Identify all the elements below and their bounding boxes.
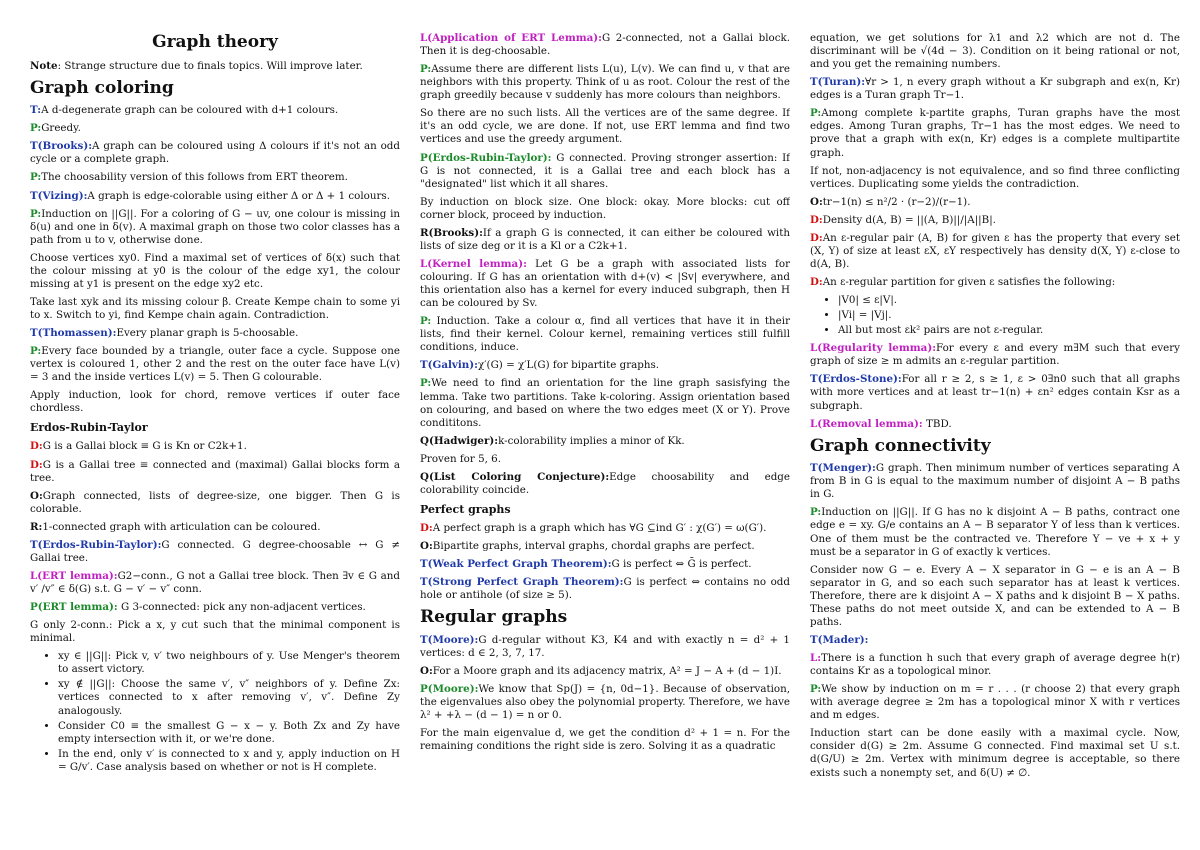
statement-text: We know that Sp(J) = {n, 0d−1}. Because of observation, the eigenvalues also obey the polynomial property. Therefore, we have λ² + +λ − (d − 1) = n or 0.: [420, 682, 790, 722]
section-heading-graph-coloring: Graph coloring: [30, 77, 174, 98]
statement-p: [30, 345, 400, 384]
statement-text: G d-regular without K3, K4 and with exactly n = d² + 1 vertices: d ∈ 2, 3, 7, 17.: [420, 633, 790, 659]
statement-label: D:: [420, 521, 433, 534]
column-3: [810, 32, 1180, 842]
section-heading-regular-graphs: Regular graphs: [420, 607, 568, 628]
statement-text: G connected. G degree-choosable ↔ G ≠ Gallai tree.: [30, 538, 400, 564]
statement-d: [420, 522, 790, 535]
statement-t-menger: [810, 462, 1180, 501]
statement-label: L(ERT lemma):: [30, 569, 118, 582]
subsection-heading-perfect-graphs: Perfect graphs: [420, 502, 511, 516]
statement-text: An ε-regular partition for given ε satisfies the following:: [822, 276, 1116, 288]
statement-t-brooks: [30, 140, 400, 166]
statement-d: [810, 214, 1180, 227]
statement-text: We show by induction on m = r . . . (r choose 2) that every graph with average degree ≥ 2m has a topological minor X with r vertices and m edges.: [810, 683, 1180, 722]
statement-q-hadwiger: [420, 435, 790, 448]
statement-text: Assume there are different lists L(u), L(v). We can find u, v that are neighbors with this property. Think of u as root. Colour the rest of the graph greedily because v suddenly has more colours than neighbors.: [420, 63, 790, 102]
statement-label: P:: [420, 315, 432, 328]
statement-text: By induction on block size. One block: okay. More blocks: cut off corner block, proceed by induction.: [420, 195, 790, 221]
statement-l: [810, 652, 1180, 678]
document-title: Graph theory: [152, 32, 278, 52]
statement-text: G is a Gallai tree ≡ connected and (maximal) Gallai blocks form a tree.: [30, 458, 400, 484]
statement-text: For the main eigenvalue d, we get the condition d² + 1 = n. For the remaining conditions the right side is zero. Solving it as a quadratic: [420, 727, 790, 753]
statement-text: G 2-connected, not a Gallai block. Then it is deg-choosable.: [420, 32, 790, 58]
statement-text: tr−1(n) ≤ n²/2 · (r−2)/(r−1).: [822, 195, 971, 208]
subsection-heading-erdos-rubin-taylor: Erdos-Rubin-Taylor: [30, 421, 148, 435]
statement-p-moore: [420, 683, 790, 722]
statement-label: D:: [30, 458, 43, 471]
statement-text: The choosability version of this follows from ERT theorem.: [41, 171, 348, 184]
statement-text: χ′(G) = χ′L(G) for bipartite graphs.: [477, 359, 660, 372]
statement-label: T(Erdos-Stone):: [810, 373, 902, 386]
statement-t-erdos-rubin-taylor: [30, 539, 400, 565]
paragraph: [30, 296, 400, 322]
statement-text: For all r ≥ 2, s ≥ 1, ε > 0∃n0 such that all graphs with more vertices and at least tr−1(n) + εn² edges contain Ksr as a subgraph.: [810, 373, 1180, 412]
statement-label: L(Regularity lemma):: [810, 342, 936, 355]
statement-o: [30, 490, 400, 516]
note-text: : Strange structure due to finals topics. Will improve later.: [57, 59, 363, 72]
list-item: • |V0| ≤ ε|V|.: [838, 294, 1180, 307]
statement-label: P(Moore):: [420, 682, 479, 695]
statement-p-ert-lemma: [30, 601, 400, 614]
statement-label: L(Application of ERT Lemma):: [420, 32, 602, 44]
statement-l-kernel-lemma: [420, 258, 790, 310]
paragraph: [420, 727, 790, 753]
statement-t-turan: [810, 76, 1180, 102]
statement-label: P:: [30, 207, 42, 220]
statement-d: [30, 440, 400, 453]
statement-label: D:: [810, 231, 823, 244]
statement-text: Consider now G − e. Every A − X separator in G − e is an A − B separator in G, and so each such separator has at least k vertices. Therefore, there are k disjoint A − X paths and k disjoint B − X paths. These paths do not meet outside X, and can be extended to A − B paths.: [810, 563, 1180, 628]
statement-l-removal-lemma: [810, 418, 1180, 431]
statement-text: A perfect graph is a graph which has ∀G ⊆ind G′ : χ(G′) = ω(G′).: [432, 521, 767, 534]
statement-label: Q(List Coloring Conjecture):: [420, 470, 610, 483]
statement-text: G only 2-conn.: Pick a x, y cut such that the minimal component is minimal.: [30, 619, 400, 645]
statement-t-vizing: [30, 190, 400, 203]
statement-t-strong-perfect-graph-theorem: [420, 576, 790, 602]
statement-o: [420, 665, 790, 678]
statement-text: Take last xyk and its missing colour β. Create Kempe chain to some yi to x. Switch to yi, find Kempe chain again. Contradiction.: [30, 295, 400, 322]
statement-label: L(Removal lemma):: [810, 417, 923, 430]
column-2: [420, 32, 790, 842]
statement-text: For a Moore graph and its adjacency matrix, A² = J − A + (d − 1)I.: [432, 664, 782, 677]
statement-text: Induction. Take a colour α, find all vertices that have it in their lists, find their kernel. Colour kernel, remaining vertices still fulfill conditions, induce.: [420, 315, 790, 354]
statement-p: [420, 377, 790, 429]
statement-text: G2−conn., G not a Gallai tree block. Then ∃v ∈ G and v′ /v″ ∈ δ(G) s.t. G − v′ − v″ conn.: [30, 569, 400, 595]
statement-text: Every planar graph is 5-choosable.: [116, 327, 299, 340]
paragraph: [420, 107, 790, 146]
list-item: • In the end, only v′ is connected to x and y, apply induction on H = G/v′. Case analysis based on whether or not is H complete.: [58, 748, 400, 774]
statement-label: R(Brooks):: [420, 226, 483, 239]
statement-label: P:: [420, 377, 432, 390]
statement-text: G graph. Then minimum number of vertices separating A from B in G is equal to the maximum number of disjoint A − B paths in G.: [810, 462, 1180, 501]
statement-label: L(Kernel lemma):: [420, 257, 527, 270]
statement-l-ert-lemma: [30, 570, 400, 596]
statement-q-list-coloring-conjecture: [420, 471, 790, 497]
statement-label: O:: [30, 489, 43, 502]
statement-text: G 3-connected: pick any non-adjacent vertices.: [117, 601, 366, 614]
statement-text: We need to find an orientation for the line graph sasisfying the lemma. Take two partitions. Take k-coloring. Assign orientation based on colouring, and based on where the two edges meet (X or Y). Prove condititons.: [420, 377, 790, 429]
statement-text: If a graph G is connected, it can either be coloured with lists of size deg or it is a Kl or a C2k+1.: [420, 226, 790, 252]
statement-text: Graph connected, lists of degree-size, one bigger. Then G is colorable.: [30, 489, 400, 515]
statement-text: G is a Gallai block ≡ G is Kn or C2k+1.: [42, 440, 247, 453]
statement-text: For every ε and every m∃M such that every graph of size ≥ m admits an ε-regular partition.: [810, 342, 1180, 368]
statement-p: [30, 208, 400, 247]
bullet-list: [810, 294, 1180, 337]
list-item: • |Vi| = |Vj|.: [838, 309, 1180, 322]
note-label: Note: [30, 59, 58, 72]
statement-text: So there are no such lists. All the vertices are of the same degree. If it's an odd cycle, we are done. If not, use ERT lemma and find two vertices and use the greedy argument.: [420, 107, 790, 146]
statement-label: Q(Hadwiger):: [420, 434, 499, 447]
list-item: • All but most εk² pairs are not ε-regular.: [838, 324, 1180, 337]
statement-text: Induction on ||G||. If G has no k disjoint A − B paths, contract one edge e = xy. G/e contains an A − B separator Y of less than k vertices. One of them must be the contracted ve. Therefore Y − ve + x + y must be a separator in G of exactly k vertices.: [810, 506, 1180, 558]
statement-label: T(Moore):: [420, 633, 479, 646]
statement-text: Choose vertices xy0. Find a maximal set of vertices of δ(x) such that the colour missing at y0 is the colour of the edge xy1, the colour missing at y1 is present on the edge xy2 etc.: [30, 251, 400, 290]
statement-label: T(Thomassen):: [30, 327, 117, 340]
statement-t-moore: [420, 634, 790, 660]
statement-t: [30, 104, 400, 117]
list-item: • xy ∈ ||G||: Pick v, v′ two neighbours of y. Use Menger's theorem to assert victory.: [58, 650, 400, 676]
statement-label: P:: [810, 683, 822, 696]
statement-t-thomassen: [30, 327, 400, 340]
paragraph: [30, 619, 400, 645]
list-item: • Consider C0 ≡ the smallest G − x − y. Both Zx and Zy have empty intersection with it, or we're done.: [58, 720, 400, 746]
statement-label: P:: [420, 63, 432, 76]
statement-t-weak-perfect-graph-theorem: [420, 558, 790, 571]
statement-label: T(Mader):: [810, 633, 869, 646]
bullet-list: [30, 650, 400, 774]
statement-label: O:: [810, 195, 823, 208]
statement-label: P:: [30, 171, 42, 184]
paragraph: [420, 453, 790, 466]
statement-text: An ε-regular pair (A, B) for given ε has the property that every set (X, Y) of size at least εX, εY respectively has density d(X, Y) ε-close to d(A, B).: [810, 231, 1180, 270]
statement-text: Induction start can be done easily with a maximal cycle. Now, consider d(G) ≥ 2m. Assume G connected. Find maximal set U s.t. d(G/U) ≥ 2m. Vertex with minimum degree is acceptable, so there exists such a nonempty set, and δ(U) ≠ ∅.: [810, 727, 1180, 779]
statement-label: P(ERT lemma):: [30, 601, 118, 614]
statement-label: T:: [30, 104, 42, 117]
statement-r-brooks: [420, 227, 790, 253]
paragraph: [30, 252, 400, 291]
statement-label: T(Strong Perfect Graph Theorem):: [420, 576, 624, 589]
statement-label: T(Galvin):: [420, 359, 478, 372]
statement-p-erdos-rubin-taylor: [420, 152, 790, 191]
section-heading-graph-connectivity: Graph connectivity: [810, 435, 991, 456]
statement-t-erdos-stone: [810, 373, 1180, 412]
paragraph: [810, 727, 1180, 779]
statement-p: [810, 506, 1180, 558]
statement-label: T(Erdos-Rubin-Taylor):: [30, 538, 162, 551]
statement-label: O:: [420, 664, 433, 677]
statement-text: 1-connected graph with articulation can be coloured.: [42, 520, 321, 533]
statement-text: A d-degenerate graph can be coloured with d+1 colours.: [41, 104, 339, 117]
statement-text: Proven for 5, 6.: [420, 452, 501, 465]
statement-label: P:: [30, 345, 42, 358]
statement-text: There is a function h such that every graph of average degree h(r) contains Kr as a topological minor.: [810, 652, 1180, 678]
statement-text: Induction on ||G||. For a coloring of G − uv, one colour is missing in δ(u) and one in δ(v). A maximal graph on those two color classes has a path from u to v, otherwise done.: [30, 207, 400, 246]
statement-text: Bipartite graphs, interval graphs, chordal graphs are perfect.: [432, 539, 755, 552]
statement-text: G is perfect ⇔ Ḡ is perfect.: [611, 558, 752, 571]
statement-p: [420, 315, 790, 354]
statement-r: [30, 521, 400, 534]
statement-p: [420, 63, 790, 102]
paragraph: [420, 196, 790, 222]
statement-t-galvin: [420, 359, 790, 372]
statement-text: ∀r > 1, n every graph without a Kr subgraph and ex(n, Kr) edges is a Turan graph Tr−1.: [810, 76, 1180, 102]
statement-label: T(Menger):: [810, 462, 876, 475]
statement-label: D:: [810, 276, 823, 288]
statement-label: O:: [420, 539, 433, 552]
statement-p: [30, 171, 400, 184]
statement-l-regularity-lemma: [810, 342, 1180, 368]
statement-text: G connected. Proving stronger assertion: If G is not connected, it is a Gallai tree and each block has a "designated" list which it all shares.: [420, 151, 790, 190]
statement-text: k-colorability implies a minor of Kk.: [498, 434, 685, 447]
statement-label: D:: [30, 440, 43, 453]
statement-text: Edge choosability and edge colorability coincide.: [420, 470, 790, 496]
statement-d: [810, 232, 1180, 271]
list-item: • xy ∉ ||G||: Choose the same v′, v″ neighbors of y. Define Zx: vertices connected to x after removing v′, v″. Define Zy analogously.: [58, 678, 400, 717]
statement-text: A graph can be coloured using Δ colours if it's not an odd cycle or a complete graph.: [30, 140, 400, 166]
statement-text: Let G be a graph with associated lists for colouring. If G has an orientation with d+(v) < |Sv| everywhere, and this orientation also has a kernel for every induced subgraph, then H can be coloured by Sv.: [420, 257, 790, 310]
statement-text: Every face bounded by a triangle, outer face a cycle. Suppose one vertex is coloured 1, other 2 and the rest on the outer face have L(v) = 3 and the inside vertices L(v) = 5. Then G colourable.: [30, 345, 400, 384]
paragraph: [30, 389, 400, 415]
statement-text: G is perfect ⇔ contains no odd hole or antihole (of size ≥ 5).: [420, 576, 790, 602]
statement-o: [420, 540, 790, 553]
statement-o: [810, 196, 1180, 209]
paragraph: [810, 32, 1180, 71]
statement-label: T(Vizing):: [30, 189, 88, 202]
statement-l-application-of-ert-lemma: [420, 32, 790, 58]
statement-p: [810, 107, 1180, 159]
statement-label: T(Brooks):: [30, 140, 93, 153]
statement-text: Among complete k-partite graphs, Turan graphs have the most edges. Among Turan graphs, Tr−1 has the most edges. We need to prove that a graph with ex(n, Kr) edges is a complete multipartite graph.: [810, 107, 1180, 159]
paragraph: [810, 165, 1180, 191]
statement-text: Greedy.: [41, 122, 81, 135]
statement-label: P:: [810, 107, 822, 120]
statement-text: TBD.: [922, 417, 952, 430]
statement-t-mader: [810, 634, 1180, 647]
statement-text: Density d(A, B) = ||(A, B)||/|A||B|.: [822, 213, 996, 226]
statement-label: R:: [30, 520, 43, 533]
statement-p: [30, 122, 400, 135]
statement-text: Apply induction, look for chord, remove vertices if outer face chordless.: [30, 389, 400, 415]
statement-label: P:: [30, 122, 42, 135]
statement-label: P:: [810, 506, 822, 519]
statement-text: If not, non-adjacency is not equivalence, and so find three conflicting vertices. Duplicating some yields the contradiction.: [810, 164, 1180, 190]
column-1: [30, 32, 400, 842]
note-paragraph: [30, 60, 400, 73]
statement-p: [810, 683, 1180, 722]
statement-label: T(Weak Perfect Graph Theorem):: [420, 558, 612, 571]
statement-d: [30, 459, 400, 485]
statement-label: P(Erdos-Rubin-Taylor):: [420, 151, 552, 164]
statement-d: [810, 276, 1180, 289]
statement-label: D:: [810, 213, 823, 226]
statement-label: T(Turan):: [810, 76, 865, 89]
paragraph: [810, 564, 1180, 629]
statement-text: A graph is edge-colorable using either Δ or Δ + 1 colours.: [87, 189, 390, 202]
statement-text: equation, we get solutions for λ1 and λ2 which are not d. The discriminant will be √(4d − 3). Condition on it being rational or not, and you get the remaining numbers.: [810, 32, 1180, 71]
statement-label: L:: [810, 652, 822, 665]
